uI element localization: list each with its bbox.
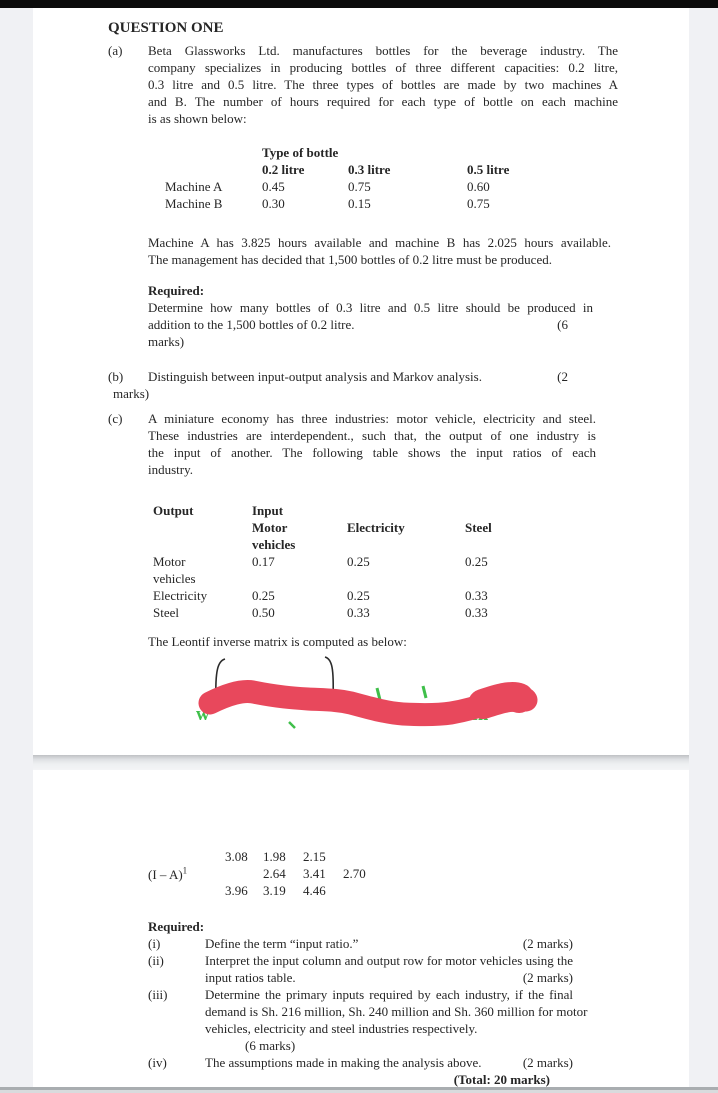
item-lines [205,986,588,1054]
cell: 0.25 [465,554,488,569]
paragraph-line: industry. [148,462,194,477]
item-number: (i) [148,936,161,951]
paragraph-line: Beta Glassworks Ltd. manufactures bottles for the beverage industry. The [148,43,618,58]
cell: 0.33 [465,605,488,620]
top-border-bar [0,0,718,8]
cell: 0.50 [252,605,275,620]
question-title: QUESTION ONE [108,20,224,36]
exam-page-2 [33,770,689,1087]
item-marks: (2 marks) [522,936,573,951]
item-marks: (6 marks) [245,1038,296,1053]
exam-page-1 [33,8,689,755]
total-marks: (Total: 20 marks) [453,1072,550,1087]
leontif-line: The Leontif inverse matrix is computed as below: [148,634,407,649]
cell: 0.75 [467,196,490,211]
cell: 0.25 [347,588,370,603]
item-text: Define the term “input ratio.” [205,936,359,951]
part-a-required [148,282,593,350]
item-text: The assumptions made in making the analysis above. [205,1055,482,1070]
cell: 0.33 [465,588,488,603]
marks-close: marks) [148,334,185,349]
table-row [165,178,567,195]
part-c-required [148,918,588,1087]
matrix-cell: 2.64 [263,866,286,881]
matrix-cell: 1.98 [263,849,286,864]
cell: 0.45 [262,179,285,194]
row-label: Electricity [153,588,208,603]
matrix-cell: 3.19 [263,883,286,898]
item-lines [205,952,573,986]
part-c [108,410,596,478]
table-row [153,587,565,604]
column-header: 0.2 litre [262,162,305,177]
part-c-paragraph [148,410,596,478]
part-a [108,42,618,127]
item-marks: (2 marks) [522,1055,573,1070]
cell: 0.25 [252,588,275,603]
paragraph-line: 0.3 litre and 0.5 litre. The three types of bottles are made by two machines A [148,77,618,92]
redaction-scribble-bulge [483,697,519,704]
item-line [205,1054,573,1071]
item-marks: (2 marks) [522,970,573,985]
paragraph-line: company specializes in producing bottles of three different capacities: 0.2 litre, [148,60,618,75]
cell: 0.17 [252,554,275,569]
matrix-label-superscript: 1 [182,865,188,876]
part-b-line [148,368,593,385]
annotation-overlay [183,648,603,755]
paragraph-line: is as shown below: [148,111,247,126]
required-heading: Required: [148,919,205,934]
matrix-label [148,866,187,883]
matrix-cell: 3.08 [225,849,248,864]
matrix-cell [343,882,383,899]
table-row [165,195,567,212]
required-heading: Required: [148,283,205,298]
part-b-label: (b) [108,369,124,384]
paragraph-line: the input of another. The following table shows the input ratios of each [148,445,596,460]
column-header: Motor [252,520,288,535]
matrix-cell: 2.15 [303,849,326,864]
table-title: Type of bottle [262,145,339,160]
matrix-row [225,865,383,882]
item-text: input ratios table. [205,970,296,985]
paragraph-line [148,316,593,333]
matrix-cell [343,848,383,865]
row-label: Machine A [165,179,223,194]
paragraph-line: The management has decided that 1,500 bottles of 0.2 litre must be produced. [148,252,552,267]
part-b [108,368,593,385]
item-text: demand is Sh. 216 million, Sh. 240 million and Sh. 360 million for motor [205,1004,588,1019]
marks-open: (6 [557,317,568,332]
watermark-fragment-right: om [463,704,489,725]
item-text: Determine the primary inputs required by each industry, if the final [205,987,573,1002]
watermark-descender-mark [289,722,295,728]
cell: 0.33 [347,605,370,620]
input-ratios-table [153,502,565,621]
output-header: Output [153,503,194,518]
paragraph-line: A miniature economy has three industries: motor vehicle, electricity and steel. [148,411,596,426]
paragraph-line: These industries are interdependent., such that, the output of one industry is [148,428,596,443]
column-header: 0.5 litre [467,162,510,177]
matrix-cell: 2.70 [343,866,366,881]
table-row [153,604,565,621]
required-item-iv [148,1054,573,1071]
cell: 0.75 [348,179,371,194]
cell: 0.60 [467,179,490,194]
item-text: vehicles, electricity and steel industries respectively. [205,1021,478,1036]
column-header-sub: vehicles [252,537,296,552]
matrix-cell: 3.41 [303,866,326,881]
marks-open: (2 [557,369,568,384]
paragraph-line: and B. The number of hours required for each type of bottle on each machine [148,94,618,109]
page-separator [33,755,689,770]
matrix-cell: 4.46 [303,883,326,898]
part-a-paragraph [148,42,618,127]
item-line [205,969,573,986]
matrix-cell: 3.96 [225,883,248,898]
matrix-row [225,882,383,899]
column-header: 0.3 litre [348,162,391,177]
required-item-i [148,935,573,952]
paragraph-line: Determine how many bottles of 0.3 litre and 0.5 litre should be produced in [148,300,593,315]
availability-paragraph [148,234,618,268]
part-b-text: Distinguish between input-output analysis and Markov analysis. [148,369,482,384]
watermark-fragment-left: w [196,704,210,725]
cell: 0.25 [347,554,370,569]
item-text: Interpret the input column and output row for motor vehicles using the [205,953,573,968]
item-number: (ii) [148,953,164,968]
column-header: Electricity [347,520,405,535]
marks-close: marks) [113,386,150,401]
row-label: Motor [153,554,186,569]
item-number: (iv) [148,1055,167,1070]
matrix-label-base: (I – A) [148,867,183,882]
part-a-label: (a) [108,43,123,58]
cell: 0.15 [348,196,371,211]
matrix-row [225,848,383,865]
bottle-hours-table [165,144,567,212]
required-item-ii [148,952,573,986]
row-label-sub: vehicles [153,571,196,586]
cell: 0.30 [262,196,285,211]
paragraph-text: addition to the 1,500 bottles of 0.2 litre. [148,317,355,332]
row-label: Steel [153,605,179,620]
column-header: Steel [465,520,492,535]
table-row [153,553,565,570]
matrix-cell [225,865,263,882]
item-line [205,935,573,952]
item-number: (iii) [148,987,168,1002]
paragraph-line: Machine A has 3.825 hours available and machine B has 2.025 hours available. [148,235,611,250]
inverse-matrix [225,848,383,899]
input-header: Input [252,503,284,518]
watermark-ascender-mark [423,686,426,698]
required-item-iii [148,986,588,1054]
row-label: Machine B [165,196,223,211]
part-c-label: (c) [108,411,123,426]
